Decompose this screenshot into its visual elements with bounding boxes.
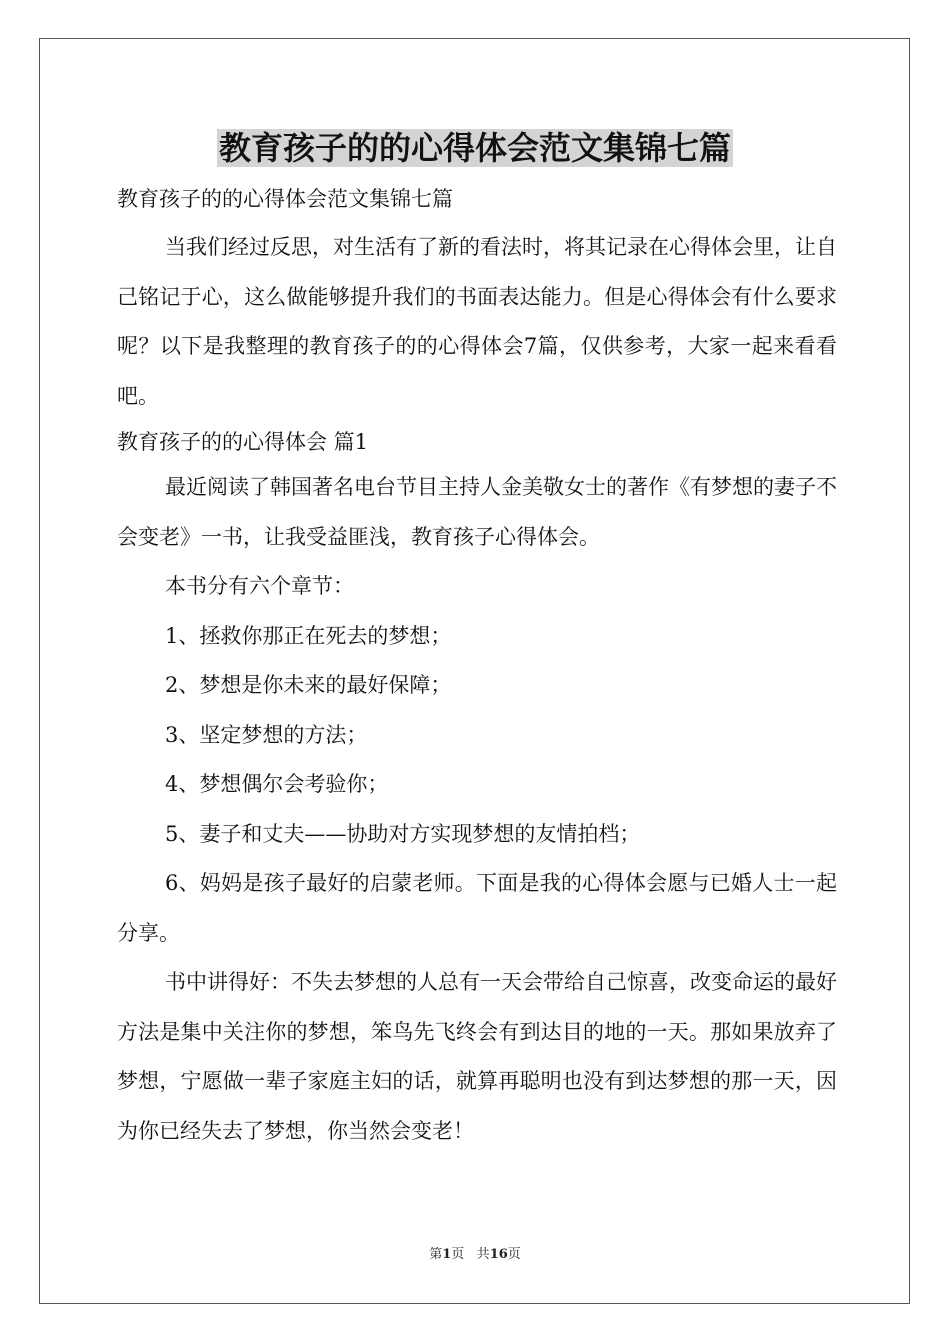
body-paragraph: 本书分有六个章节： <box>165 574 354 598</box>
list-item: 2、梦想是你未来的最好保障； <box>165 673 452 697</box>
document-title-text: 教育孩子的的心得体会范文集锦七篇 <box>218 129 731 167</box>
page-total: 16 <box>489 1247 508 1262</box>
section-heading: 教育孩子的的心得体会 篇1 <box>117 430 369 454</box>
body-paragraph: 书中讲得好：不失去梦想的人总有一天会带给自己惊喜，改变命运的最好方法是集中关注你的梦想，笨鸟先飞终会有到达目的地的一天。那如果放弃了梦想，宁愿做一辈子家庭主妇的话，就算再聪明也没有到达梦想的那一天，因为你已经失去了梦想，你当然会变老！ <box>117 970 837 1143</box>
page-current: 1 <box>442 1247 452 1262</box>
page-prefix: 第 <box>429 1247 443 1262</box>
page-suffix: 页 <box>451 1247 465 1262</box>
list-item: 3、坚定梦想的方法； <box>165 722 368 747</box>
list-item: 1、拯救你那正在死去的梦想； <box>165 623 452 648</box>
document-subtitle: 教育孩子的的心得体会范文集锦七篇 <box>117 187 453 211</box>
total-prefix: 共 <box>476 1247 490 1262</box>
list-item: 5、妻子和丈夫——协助对方实现梦想的友情拍档； <box>165 821 641 846</box>
body-paragraph: 最近阅读了韩国著名电台节目主持人金美敬女士的著作《有梦想的妻子不会变老》一书，让我受益匪浅，教育孩子心得体会。 <box>117 475 837 549</box>
list-item: 4、梦想偶尔会考验你； <box>165 772 389 796</box>
list-item: 6、妈妈是孩子最好的启蒙老师。下面是我的心得体会愿与已婚人士一起分享。 <box>117 871 837 945</box>
document-body <box>117 178 837 1156</box>
page-footer <box>0 1245 950 1265</box>
document-title <box>0 126 950 170</box>
total-suffix: 页 <box>507 1247 521 1262</box>
intro-paragraph: 当我们经过反思，对生活有了新的看法时，将其记录在心得体会里，让自己铭记于心，这么做能够提升我们的书面表达能力。但是心得体会有什么要求呢？以下是我整理的教育孩子的的心得体会7篇，仅供参考，大家一起来看看吧。 <box>117 235 837 408</box>
